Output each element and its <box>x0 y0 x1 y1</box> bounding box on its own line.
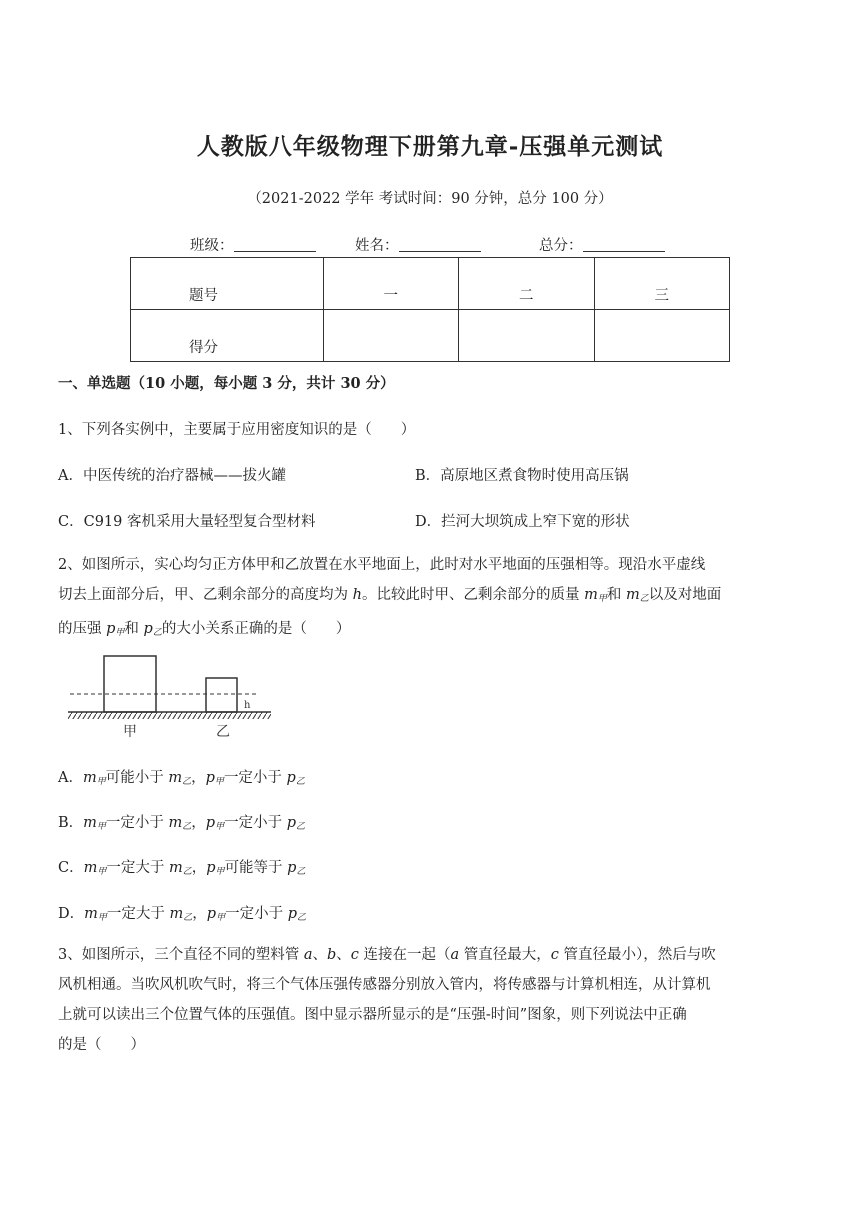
cube-jia <box>104 656 156 712</box>
table-cell: 三 <box>594 258 730 310</box>
table-cell: 题号 <box>131 258 324 310</box>
score-table <box>130 257 730 362</box>
q1-stem: 1、下列各实例中，主要属于应用密度知识的是（ ） <box>58 422 416 438</box>
class-field: 班级： <box>190 234 316 255</box>
q1-option-row <box>58 510 630 531</box>
score-cell[interactable] <box>459 310 595 362</box>
table-cell: 得分 <box>131 310 324 362</box>
q1-option-d[interactable]: D．拦河大坝筑成上窄下宽的形状 <box>415 514 630 530</box>
table-row <box>131 310 730 362</box>
q2-stem: 2、如图所示，实心均匀正方体甲和乙放置在水平地面上，此时对水平地面的压强相等。现沿水平虚线 切去上面部分后，甲、乙剩余部分的高度均为 h。比较此时甲、乙剩余部分的质量 $m_甲$和 $m_乙$以及对地面 的压强 $p_甲$和 $p_乙$的大小关系正确的是（ ） <box>58 557 722 638</box>
q1-option-b[interactable]: B．高原地区煮食物时使用高压锅 <box>415 468 629 484</box>
q2-option-d[interactable]: D．$m_甲$一定大于 $m_乙$，$p_甲$一定小于 $p_乙$ <box>58 906 307 923</box>
score-cell[interactable] <box>594 310 730 362</box>
section-heading: 一、单选题（10 小题，每小题 3 分，共计 30 分） <box>58 375 395 392</box>
q3-stem: 3、如图所示，三个直径不同的塑料管 a、b、c 连接在一起（a 管直径最大，c 管直径最小），然后与吹 风机相通。当吹风机吹气时，将三个气体压强传感器分别放入管内，将传感器与计算机相连，从计算机 上就可以读出三个位置气体的压强值。图中显示器所显示的是“压强-时间”图象，则下列说法中正确 的是（ ） <box>58 947 716 1053</box>
fig-label-jia: 甲 <box>123 724 137 740</box>
total-blank[interactable] <box>583 237 665 252</box>
q1-option-row <box>58 464 629 485</box>
cubes-figure <box>66 650 281 742</box>
page-title: 人教版八年级物理下册第九章-压强单元测试 <box>196 133 664 160</box>
score-cell[interactable] <box>323 310 459 362</box>
q1-option-c[interactable]: C．C919 客机采用大量轻型复合型材料 <box>58 514 316 530</box>
table-row <box>131 258 730 310</box>
class-blank[interactable] <box>234 237 316 252</box>
ground-hatch <box>68 712 271 719</box>
total-field: 总分： <box>539 234 665 255</box>
q2-option-c[interactable]: C．$m_甲$一定大于 $m_乙$，$p_甲$可能等于 $p_乙$ <box>58 860 306 877</box>
q1-option-a[interactable]: A．中医传统的治疗器械——拔火罐 <box>58 468 286 484</box>
q2-option-b[interactable]: B．$m_甲$一定小于 $m_乙$，$p_甲$一定小于 $p_乙$ <box>58 815 306 832</box>
name-blank[interactable] <box>399 237 481 252</box>
fig-label-yi: 乙 <box>216 724 230 740</box>
exam-subtitle: （2021-2022 学年 考试时间：90 分钟，总分 100 分） <box>247 191 613 207</box>
cube-yi <box>206 678 237 712</box>
q2-option-a[interactable]: A．$m_甲$可能小于 $m_乙$，$p_甲$一定小于 $p_乙$ <box>58 770 305 787</box>
name-field: 姓名： <box>355 234 481 255</box>
table-cell: 一 <box>323 258 459 310</box>
table-cell: 二 <box>459 258 595 310</box>
fig-label-h: h <box>244 700 251 711</box>
